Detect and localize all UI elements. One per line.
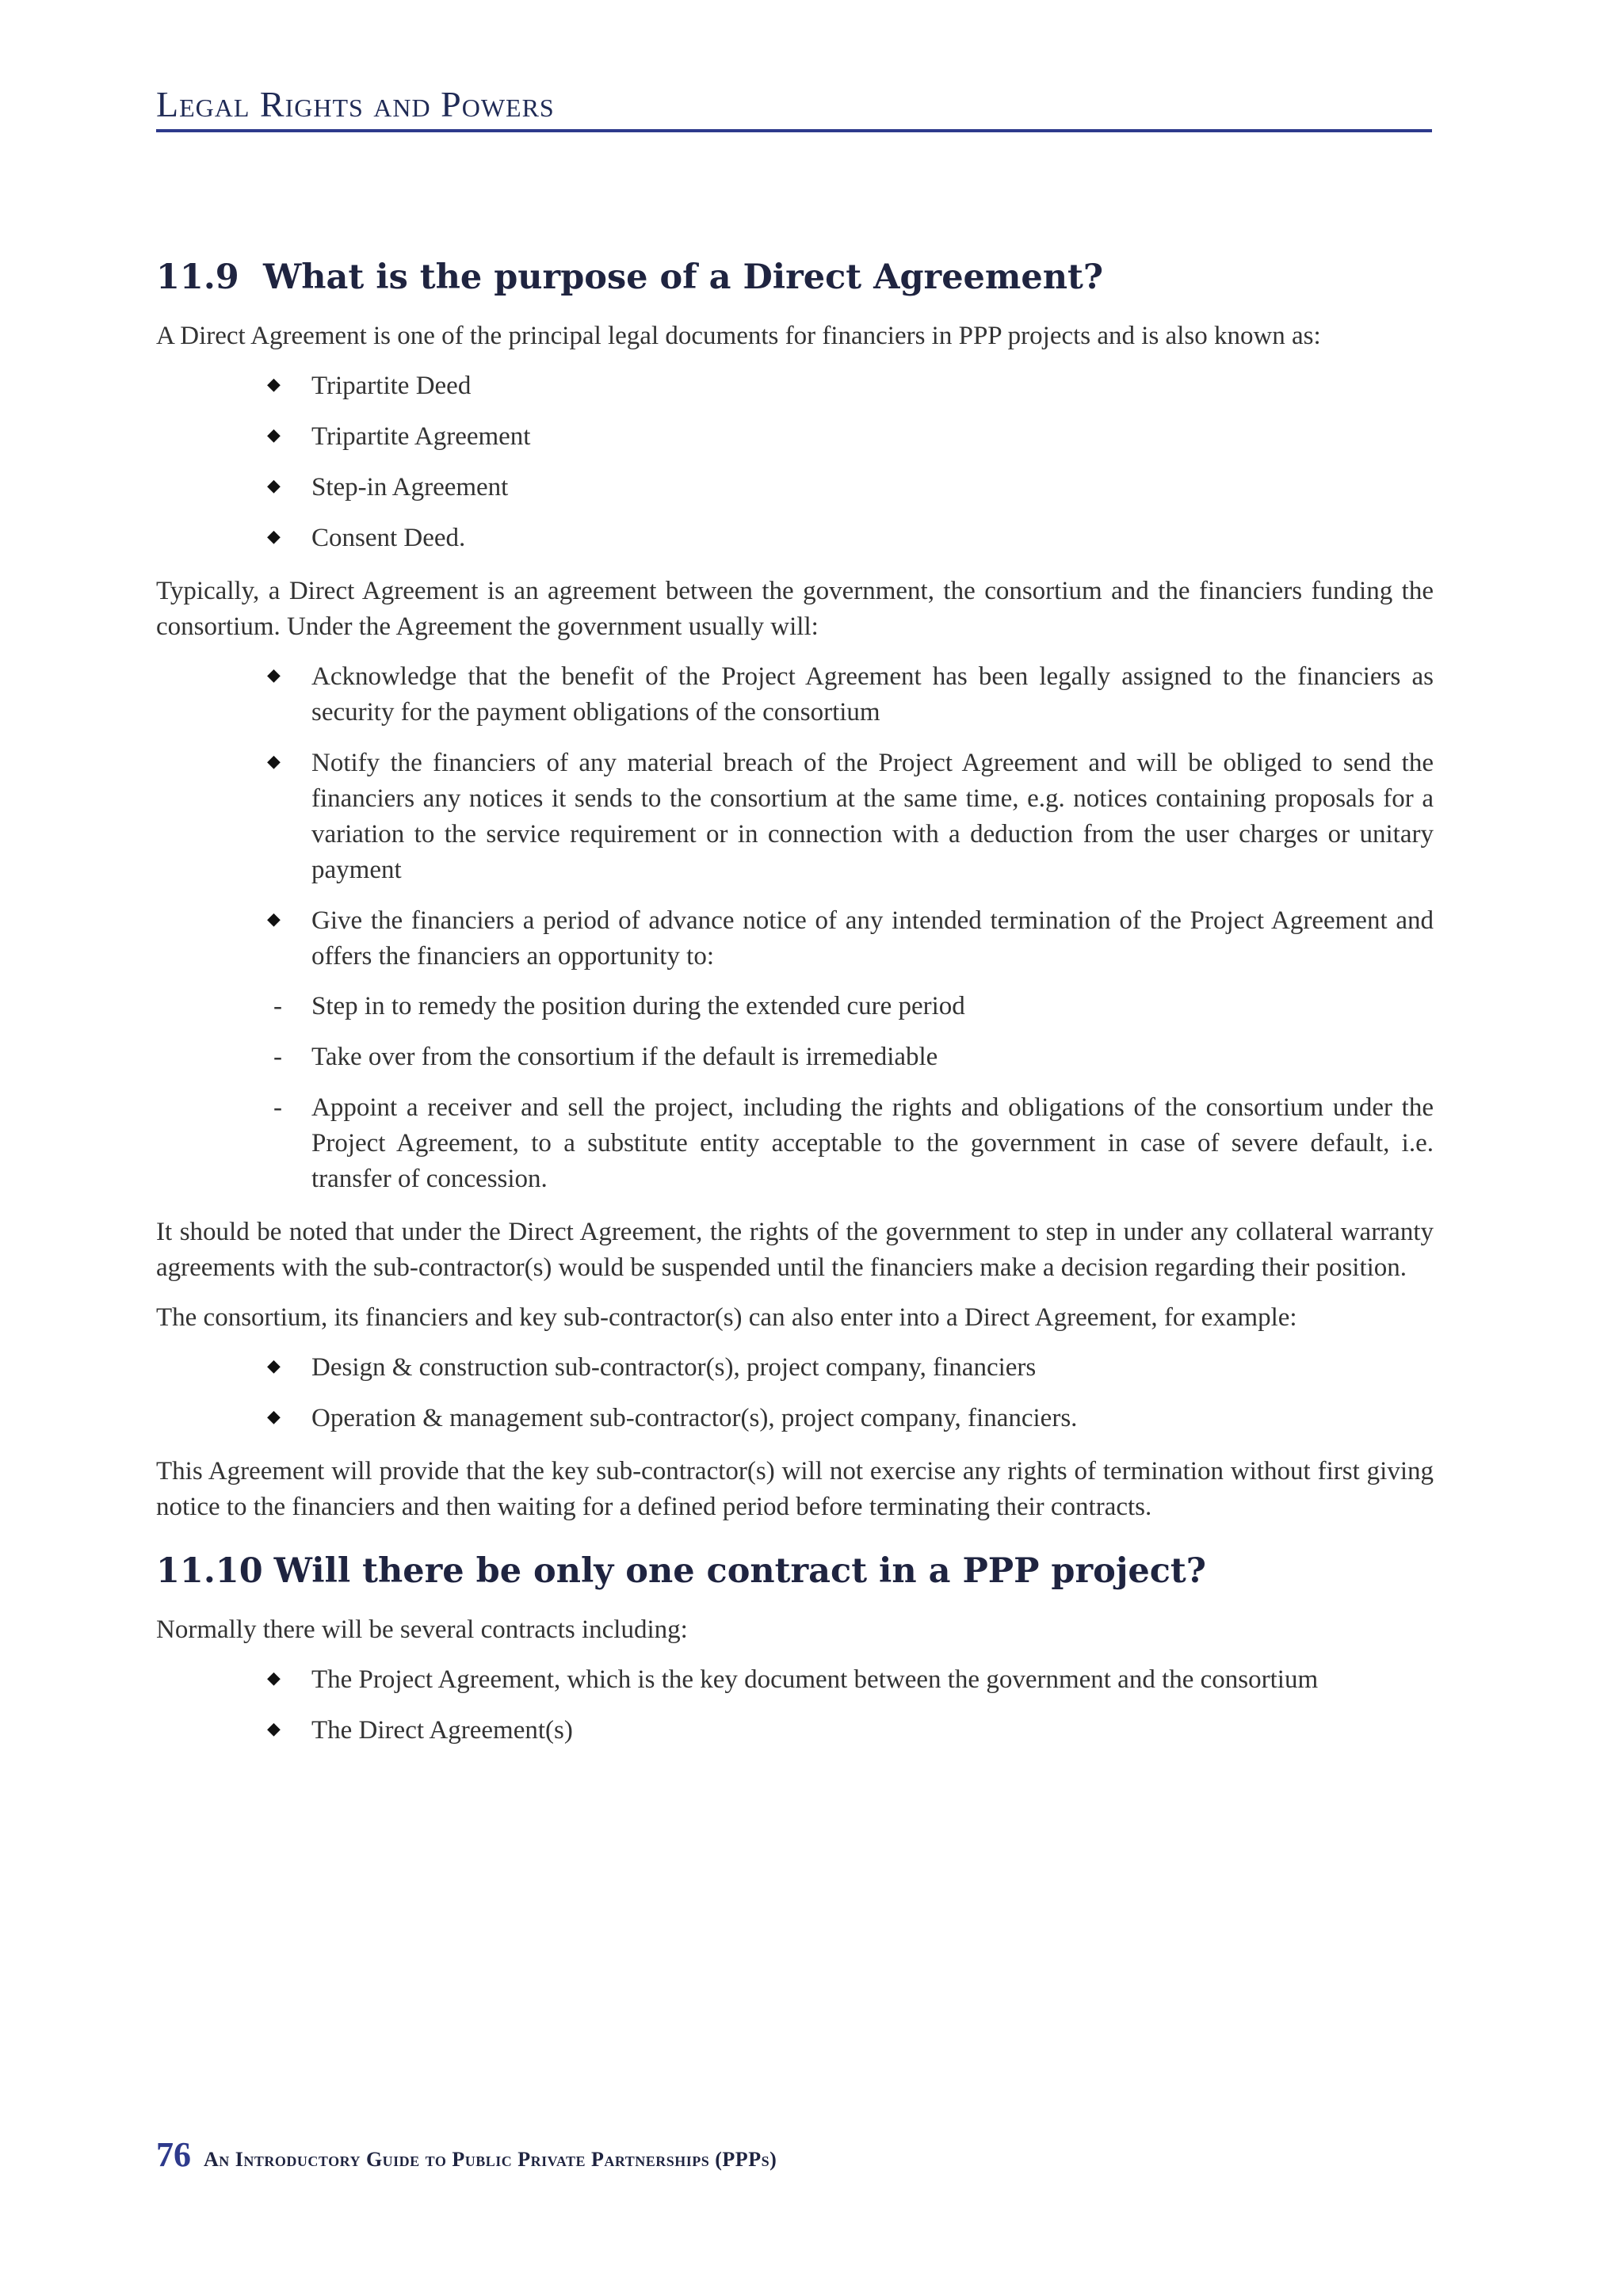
paragraph: A Direct Agreement is one of the principal legal documents for financiers in PPP projects and is also known as: xyxy=(156,322,1321,350)
list-item: ◆ Notify the financiers of any material breach of the Project Agreement and will be obliged to send the financiers any notices it sends to the consortium at the same time, e.g. notices containing proposals for a variation to the service requirement or in connection with a deduction from the user charges or unitary payment xyxy=(156,746,1434,888)
diamond-bullet-icon: ◆ xyxy=(267,374,281,394)
diamond-bullet-icon: ◆ xyxy=(267,1718,281,1738)
diamond-bullet-icon: ◆ xyxy=(267,909,281,929)
paragraph: This Agreement will provide that the key sub-contractor(s) will not exercise any rights of termination without first giving notice to the financiers and then waiting for a defined period before terminating their contracts. xyxy=(156,1457,1434,1521)
list-item: ◆ The Direct Agreement(s) xyxy=(156,1713,1434,1749)
paragraph: Typically, a Direct Agreement is an agreement between the government, the consortium and the financiers funding the consortium. Under the Agreement the government usually will: xyxy=(156,577,1434,641)
section-heading-11-9 xyxy=(156,255,1434,299)
list-item: ◆ Consent Deed. xyxy=(156,521,1434,556)
list-item: ◆ Step-in Agreement xyxy=(156,470,1434,505)
page-number: 76 xyxy=(156,2135,191,2174)
dash-bullet-icon: - xyxy=(273,1043,282,1071)
sub-list-item: - Appoint a receiver and sell the project, including the rights and obligations of the consortium under the Project Agreement, to a substitute entity acceptable to the government in case of severe default, i.e. transfer of concession. xyxy=(273,1090,1434,1197)
list-item: ◆ Operation & management sub-contractor(s), project company, financiers. xyxy=(156,1401,1434,1436)
diamond-bullet-icon: ◆ xyxy=(267,475,281,495)
running-header: Legal Rights and Powers xyxy=(156,84,555,124)
page-footer xyxy=(156,2134,777,2175)
section-number: 11.9 xyxy=(156,257,239,297)
list-item: ◆ Acknowledge that the benefit of the Project Agreement has been legally assigned to the financiers as security for the payment obligations of the consortium xyxy=(156,659,1434,730)
options-list xyxy=(273,989,1434,1197)
duties-list xyxy=(156,659,1434,1197)
list-item: ◆ The Project Agreement, which is the key document between the government and the consortium xyxy=(156,1662,1434,1698)
list-item: ◆ Tripartite Agreement xyxy=(156,419,1434,455)
diamond-bullet-icon: ◆ xyxy=(267,751,281,771)
diamond-bullet-icon: ◆ xyxy=(267,665,281,685)
examples-list xyxy=(156,1350,1434,1436)
contracts-list xyxy=(156,1662,1434,1749)
section-title: What is the purpose of a Direct Agreement? xyxy=(263,257,1104,297)
sub-list-item: - Step in to remedy the position during the extended cure period xyxy=(273,989,1434,1024)
sub-list-item: - Take over from the consortium if the default is irremediable xyxy=(273,1039,1434,1075)
list-item: ◆ Tripartite Deed xyxy=(156,368,1434,404)
page-content xyxy=(156,255,1434,1766)
diamond-bullet-icon: ◆ xyxy=(267,526,281,546)
diamond-bullet-icon: ◆ xyxy=(267,1406,281,1426)
section-heading-11-10 xyxy=(156,1549,1434,1593)
guide-title: An Introductory Guide to Public Private Partnerships (PPPs) xyxy=(204,2148,777,2171)
aliases-list xyxy=(156,368,1434,556)
diamond-bullet-icon: ◆ xyxy=(267,1356,281,1375)
header-rule xyxy=(156,129,1432,132)
paragraph: Normally there will be several contracts including: xyxy=(156,1615,688,1644)
paragraph: The consortium, its financiers and key sub-contractor(s) can also enter into a Direct Agreement, for example: xyxy=(156,1303,1297,1332)
list-item: ◆ Design & construction sub-contractor(s), project company, financiers xyxy=(156,1350,1434,1386)
dash-bullet-icon: - xyxy=(273,992,282,1020)
diamond-bullet-icon: ◆ xyxy=(267,1668,281,1688)
section-number: 11.10 xyxy=(156,1551,263,1591)
diamond-bullet-icon: ◆ xyxy=(267,425,281,444)
dash-bullet-icon: - xyxy=(273,1093,282,1122)
list-item: ◆ Give the financiers a period of advance notice of any intended termination of the Project Agreement and offers the financiers an opportunity to: - Step in to remedy the position during the extended cure period - Take over from the consortium if the default is irremediable - Appoint a receiver and sell the project, including the rights and obligations of the consortium under the Project Agreement, to a substitute entity acceptable to the government in case of severe default, i.e. transfer of concession. xyxy=(156,903,1434,1197)
paragraph: It should be noted that under the Direct Agreement, the rights of the government to step in under any collateral warranty agreements with the sub-contractor(s) would be suspended until the financiers make a decision regarding their position. xyxy=(156,1218,1434,1282)
section-title: Will there be only one contract in a PPP project? xyxy=(273,1551,1206,1591)
